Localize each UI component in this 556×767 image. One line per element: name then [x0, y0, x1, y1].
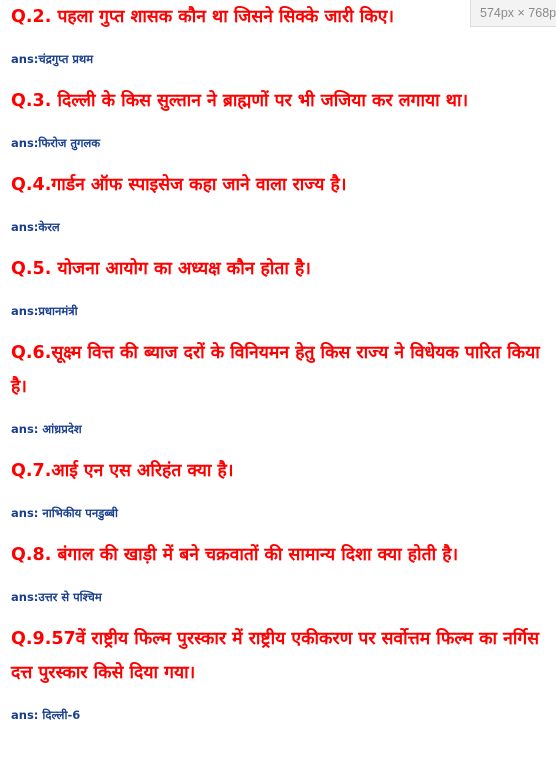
qa-item	[11, 168, 552, 235]
question-text: Q.8. बंगाल की खाड़ी में बने चक्रवातों की सामान्य दिशा क्या होती है।	[11, 545, 459, 565]
qa-item	[11, 622, 552, 723]
question-text: Q.9.57वें राष्ट्रीय फिल्म पुरस्कार में राष्ट्रीय एकीकरण पर सर्वोत्तम फिल्म का नर्गिस दत्त पुरस्कार किसे दिया गया।	[11, 629, 540, 683]
answer-text: ans:उत्तर से पश्चिम	[11, 590, 102, 604]
question-text: Q.5. योजना आयोग का अध्यक्ष कौन होता है।	[11, 259, 311, 279]
qa-item	[11, 538, 552, 605]
image-dimensions-tooltip: 574px × 768p	[470, 0, 556, 27]
qa-item	[11, 454, 552, 521]
answer-text: ans: दिल्ली-6	[11, 708, 81, 722]
qa-list	[11, 0, 552, 723]
answer-text: ans:केरल	[11, 220, 60, 234]
qa-item	[11, 252, 552, 319]
question-text: Q.3. दिल्ली के किस सुल्तान ने ब्राह्मणों पर भी जजिया कर लगाया था।	[11, 91, 469, 111]
answer-text: ans: नाभिकीय पनडुब्बी	[11, 506, 118, 520]
question-text: Q.6.सूक्ष्म वित्त की ब्याज दरों के विनियमन हेतु किस राज्य ने विधेयक पारित किया है।	[11, 343, 540, 397]
answer-text: ans: आंध्रप्रदेश	[11, 422, 82, 436]
question-text: Q.4.गार्डन ऑफ स्पाइसेज कहा जाने वाला राज्य है।	[11, 175, 347, 195]
qa-item	[11, 336, 552, 437]
question-text: Q.7.आई एन एस अरिहंत क्या है।	[11, 461, 234, 481]
answer-text: ans:चंद्रगुप्त प्रथम	[11, 52, 94, 66]
qa-item	[11, 84, 552, 151]
question-text: Q.2. पहला गुप्त शासक कौन था जिसने सिक्के जारी किए।	[11, 7, 395, 27]
answer-text: ans:फिरोज तुगलक	[11, 136, 101, 150]
answer-text: ans:प्रधानमंत्री	[11, 304, 78, 318]
